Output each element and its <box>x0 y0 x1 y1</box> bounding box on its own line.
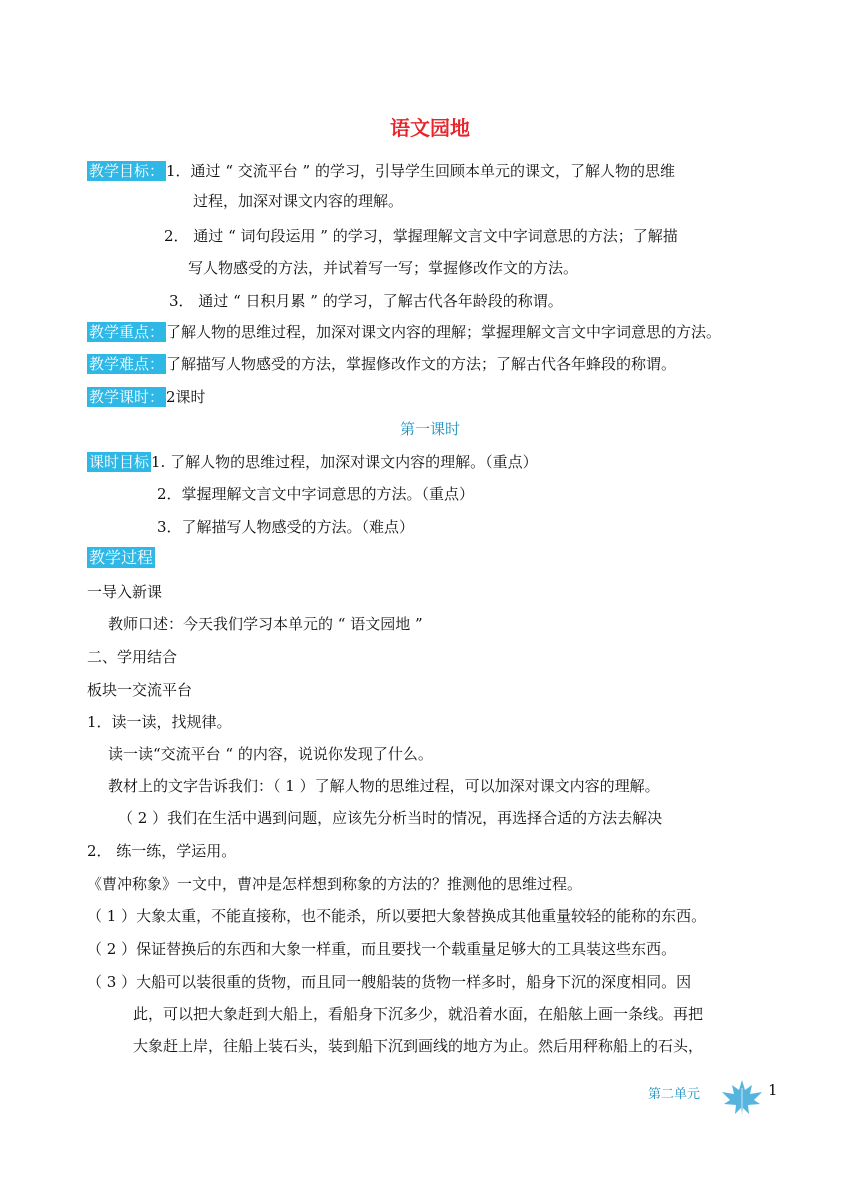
lesson-goals-item2: 2．掌握理解文言文中字词意思的方法。（重点） <box>157 485 475 503</box>
hours-label: 教学课时： <box>89 388 165 406</box>
focus-label: 教学重点： <box>89 323 165 341</box>
process-line: 1．读一读，找规律。 <box>87 713 232 731</box>
process-line: 板块一交流平台 <box>87 681 193 699</box>
focus-text: 了解人物的思维过程，加深对课文内容的理解；掌握理解文言文中字词意思的方法。 <box>166 323 722 341</box>
difficulty-text: 了解描写人物感受的方法，掌握修改作文的方法；了解古代各年蜂段的称谓。 <box>166 355 677 373</box>
process-line: 2． 练一练，学运用。 <box>87 842 237 860</box>
process-line: 二、学用结合 <box>87 648 178 666</box>
footer-unit-label: 第二单元 <box>648 1087 701 1102</box>
lesson-goals-label: 课时目标 <box>89 453 150 471</box>
maple-leaf-icon <box>718 1078 766 1118</box>
lesson-goals-item1: 1. 了解人物的思维过程，加深对课文内容的理解。（重点） <box>151 453 538 471</box>
goals-item1-line1: 1．通过 “ 交流平台 ” 的学习，引导学生回顾本单元的课文，了解人物的思维 <box>166 162 675 180</box>
goals-label: 教学目标： <box>89 162 165 180</box>
goals-item1-line2: 过程，加深对课文内容的理解。 <box>193 192 404 210</box>
process-line: （ 2 ）我们在生活中遇到问题，应该先分析当时的情况，再选择合适的方法去解决 <box>118 809 663 827</box>
hours-text: 2课时 <box>166 388 206 406</box>
process-line: 一导入新课 <box>87 583 163 601</box>
process-line: 教师口述：今天我们学习本单元的 “ 语文园地 ” <box>108 615 423 633</box>
process-line: （ 1 ）大象太重，不能直接称，也不能杀，所以要把大象替换成其他重量较轻的能称的东西。 <box>87 907 707 925</box>
goals-item3: 3． 通过 “ 日积月累 ” 的学习，了解古代各年龄段的称谓。 <box>169 292 563 310</box>
process-line: （ 3 ）大船可以装很重的货物，而且同一艘船装的货物一样多时，船身下沉的深度相同。因 <box>87 973 692 991</box>
goals-item2-line2: 写人物感受的方法，并试着写一写；掌握修改作文的方法。 <box>188 259 579 277</box>
hours-row <box>87 385 206 409</box>
page-title: 语文园地 <box>390 116 470 140</box>
lesson-heading: 第一课时 <box>399 420 460 438</box>
process-heading <box>87 546 155 570</box>
lesson-goals-item3: 3．了解描写人物感受的方法。（难点） <box>157 518 415 536</box>
process-line: （ 2 ）保证替换后的东西和大象一样重，而且要找一个载重量足够大的工具装这些东西。 <box>87 940 677 958</box>
page-number: 1 <box>768 1081 778 1099</box>
process-line: 此，可以把大象赶到大船上，看船身下沉多少，就沿着水面，在船舷上画一条线。再把 <box>133 1005 704 1023</box>
focus-row <box>87 320 721 344</box>
process-line: 大象赶上岸，往船上装石头，装到船下沉到画线的地方为止。然后用秤称船上的石头， <box>133 1037 704 1055</box>
difficulty-row <box>87 352 676 376</box>
process-line: 读一读“交流平台 “ 的内容，说说你发现了什么。 <box>108 745 433 763</box>
lesson-goals-row-1 <box>87 450 538 474</box>
goals-item2-line1: 2． 通过 “ 词句段运用 ” 的学习，掌握理解文言文中字词意思的方法；了解描 <box>164 227 678 245</box>
process-line: 教材上的文字告诉我们：（ 1 ）了解人物的思维过程，可以加深对课文内容的理解。 <box>108 777 660 795</box>
process-line: 《曹冲称象》一文中，曹冲是怎样想到称象的方法的？推测他的思维过程。 <box>87 875 583 893</box>
goals-row-1 <box>87 159 675 183</box>
process-label: 教学过程 <box>89 548 154 567</box>
difficulty-label: 教学难点： <box>89 355 165 373</box>
